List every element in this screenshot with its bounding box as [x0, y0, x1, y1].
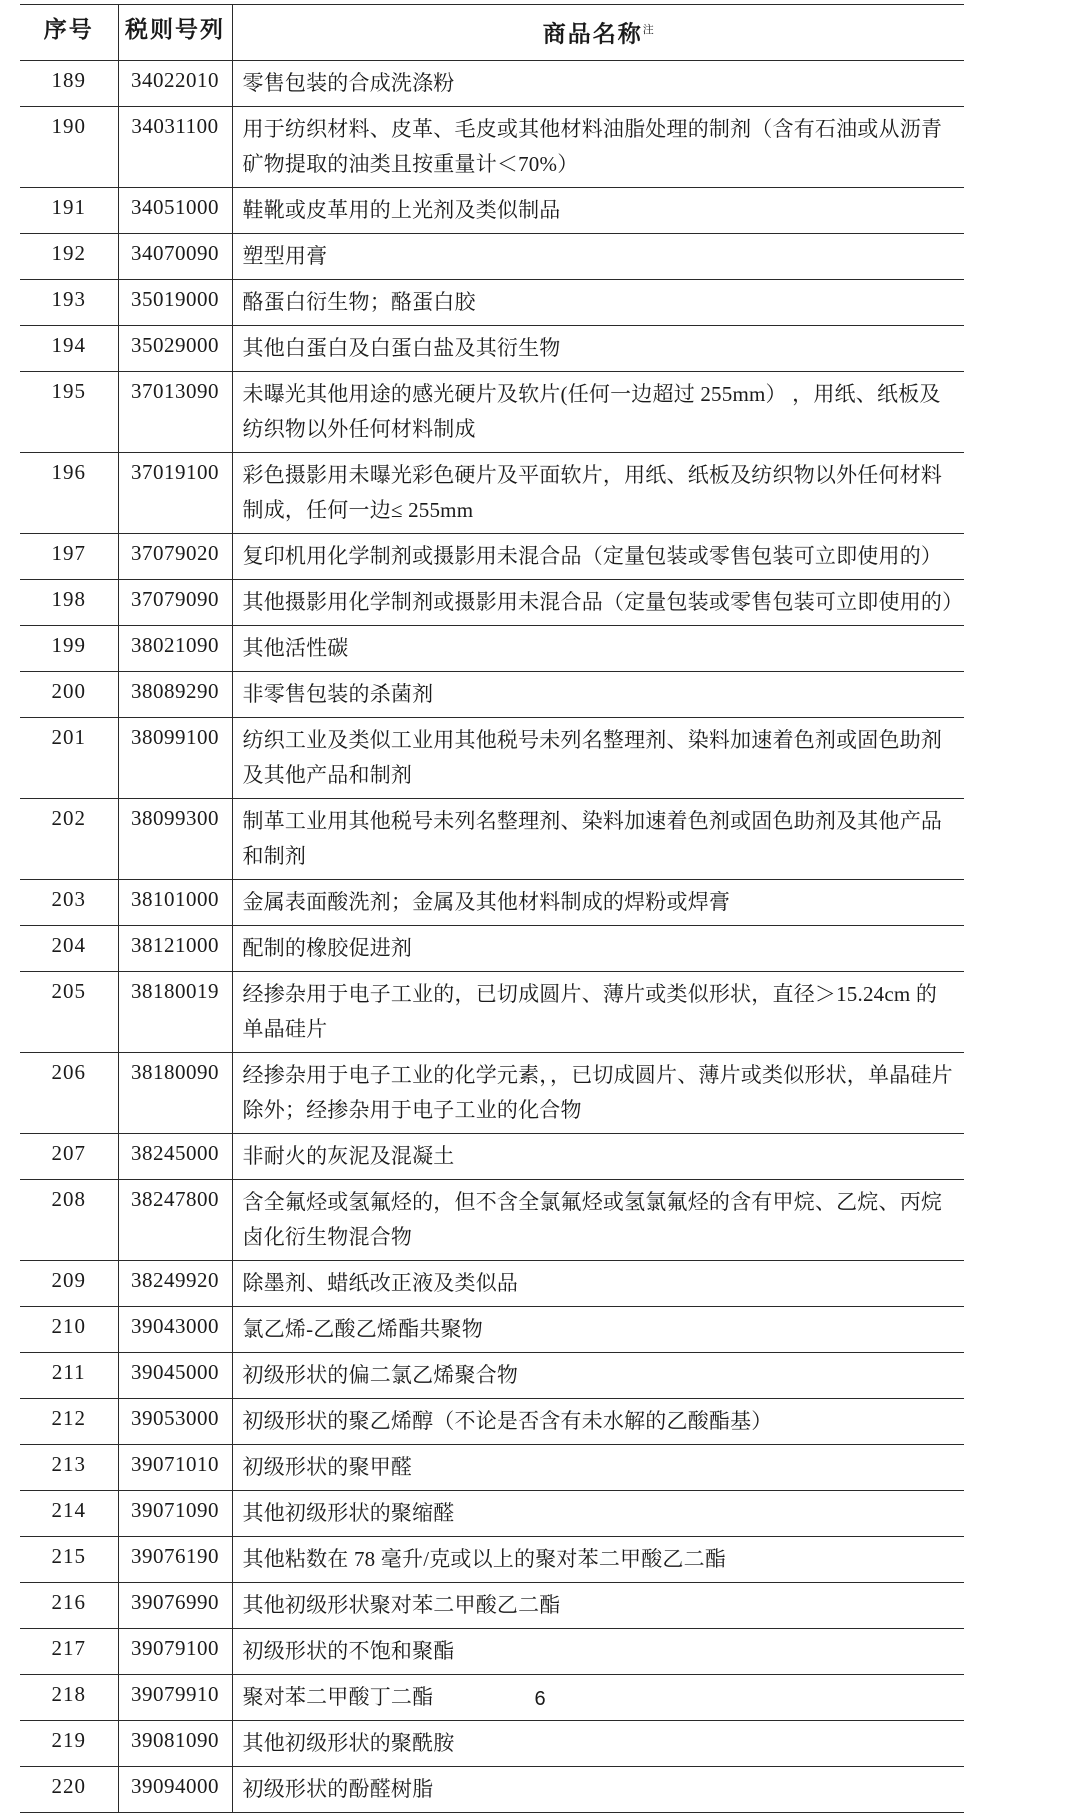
table-row [20, 579, 964, 625]
cell-tariff-code: 38249920 [118, 1260, 232, 1306]
cell-product-name: 未曝光其他用途的感光硬片及软片(任何一边超过 255mm） ，用纸、纸板及纺织物以外任何材料制成 [232, 371, 964, 452]
table-row [20, 233, 964, 279]
cell-product-name: 经掺杂用于电子工业的化学元素，，已切成圆片、薄片或类似形状，单晶硅片除外；经掺杂用于电子工业的化合物 [232, 1052, 964, 1133]
cell-sequence: 190 [20, 106, 118, 187]
cell-sequence: 200 [20, 671, 118, 717]
cell-product-name: 其他初级形状的聚酰胺 [232, 1720, 964, 1766]
table-row [20, 1720, 964, 1766]
cell-product-name: 其他初级形状的聚缩醛 [232, 1490, 964, 1536]
cell-sequence: 193 [20, 279, 118, 325]
cell-product-name: 初级形状的不饱和聚酯 [232, 1628, 964, 1674]
cell-product-name: 鞋靴或皮革用的上光剂及类似制品 [232, 187, 964, 233]
cell-tariff-code: 39053000 [118, 1398, 232, 1444]
cell-tariff-code: 39079100 [118, 1628, 232, 1674]
table-row [20, 1133, 964, 1179]
cell-product-name: 金属表面酸洗剂；金属及其他材料制成的焊粉或焊膏 [232, 879, 964, 925]
cell-product-name: 用于纺织材料、皮革、毛皮或其他材料油脂处理的制剂（含有石油或从沥青矿物提取的油类且按重量计＜70%） [232, 106, 964, 187]
table-row [20, 371, 964, 452]
cell-tariff-code: 39043000 [118, 1306, 232, 1352]
table-row [20, 879, 964, 925]
cell-tariff-code: 38099100 [118, 717, 232, 798]
cell-sequence: 211 [20, 1352, 118, 1398]
cell-sequence: 199 [20, 625, 118, 671]
cell-tariff-code: 35029000 [118, 325, 232, 371]
cell-product-name: 含全氟烃或氢氟烃的，但不含全氯氟烃或氢氯氟烃的含有甲烷、乙烷、丙烷卤化衍生物混合物 [232, 1179, 964, 1260]
cell-tariff-code: 35019000 [118, 279, 232, 325]
cell-sequence: 209 [20, 1260, 118, 1306]
cell-tariff-code: 38121000 [118, 925, 232, 971]
cell-tariff-code: 39076990 [118, 1582, 232, 1628]
cell-product-name: 除墨剂、蜡纸改正液及类似品 [232, 1260, 964, 1306]
cell-product-name: 复印机用化学制剂或摄影用未混合品（定量包装或零售包装可立即使用的） [232, 533, 964, 579]
table-row [20, 1352, 964, 1398]
cell-tariff-code: 39079910 [118, 1674, 232, 1720]
tariff-schedule-table [20, 4, 964, 1813]
cell-tariff-code: 34022010 [118, 60, 232, 106]
cell-sequence: 208 [20, 1179, 118, 1260]
table-row [20, 1444, 964, 1490]
cell-product-name: 非耐火的灰泥及混凝土 [232, 1133, 964, 1179]
cell-sequence: 203 [20, 879, 118, 925]
cell-tariff-code: 37079020 [118, 533, 232, 579]
cell-product-name: 氯乙烯-乙酸乙烯酯共聚物 [232, 1306, 964, 1352]
cell-tariff-code: 39076190 [118, 1536, 232, 1582]
cell-sequence: 213 [20, 1444, 118, 1490]
cell-product-name: 其他白蛋白及白蛋白盐及其衍生物 [232, 325, 964, 371]
cell-product-name: 初级形状的聚甲醛 [232, 1444, 964, 1490]
cell-tariff-code: 38101000 [118, 879, 232, 925]
table-row [20, 1766, 964, 1812]
cell-product-name: 其他摄影用化学制剂或摄影用未混合品（定量包装或零售包装可立即使用的） [232, 579, 964, 625]
column-header-sequence: 序号 [20, 5, 118, 61]
table-row [20, 452, 964, 533]
cell-sequence: 198 [20, 579, 118, 625]
footnote-marker: 注 [642, 24, 654, 36]
table-row [20, 798, 964, 879]
cell-sequence: 206 [20, 1052, 118, 1133]
cell-sequence: 219 [20, 1720, 118, 1766]
table-header [20, 5, 964, 61]
cell-product-name: 零售包装的合成洗涤粉 [232, 60, 964, 106]
cell-product-name: 初级形状的聚乙烯醇（不论是否含有未水解的乙酸酯基） [232, 1398, 964, 1444]
table-row [20, 1536, 964, 1582]
cell-product-name: 制革工业用其他税号未列名整理剂、染料加速着色剂或固色助剂及其他产品和制剂 [232, 798, 964, 879]
cell-tariff-code: 37019100 [118, 452, 232, 533]
table-row [20, 671, 964, 717]
cell-sequence: 204 [20, 925, 118, 971]
table-row [20, 106, 964, 187]
cell-tariff-code: 38245000 [118, 1133, 232, 1179]
cell-sequence: 220 [20, 1766, 118, 1812]
table-row [20, 717, 964, 798]
cell-product-name: 其他粘数在 78 毫升/克或以上的聚对苯二甲酸乙二酯 [232, 1536, 964, 1582]
cell-tariff-code: 39071090 [118, 1490, 232, 1536]
cell-sequence: 201 [20, 717, 118, 798]
table-row [20, 1628, 964, 1674]
cell-sequence: 212 [20, 1398, 118, 1444]
cell-sequence: 202 [20, 798, 118, 879]
cell-tariff-code: 39081090 [118, 1720, 232, 1766]
table-row [20, 325, 964, 371]
cell-sequence: 216 [20, 1582, 118, 1628]
cell-product-name: 纺织工业及类似工业用其他税号未列名整理剂、染料加速着色剂或固色助剂及其他产品和制剂 [232, 717, 964, 798]
table-row [20, 60, 964, 106]
cell-sequence: 191 [20, 187, 118, 233]
table-row [20, 971, 964, 1052]
cell-sequence: 192 [20, 233, 118, 279]
cell-tariff-code: 38180019 [118, 971, 232, 1052]
cell-product-name: 配制的橡胶促进剂 [232, 925, 964, 971]
cell-product-name: 其他活性碳 [232, 625, 964, 671]
page-number: 6 [534, 1688, 546, 1710]
cell-tariff-code: 37013090 [118, 371, 232, 452]
table-row [20, 279, 964, 325]
table-header-row [20, 5, 964, 61]
cell-product-name: 经掺杂用于电子工业的，已切成圆片、薄片或类似形状，直径＞15.24cm 的单晶硅片 [232, 971, 964, 1052]
cell-product-name: 初级形状的酚醛树脂 [232, 1766, 964, 1812]
cell-product-name: 初级形状的偏二氯乙烯聚合物 [232, 1352, 964, 1398]
cell-sequence: 196 [20, 452, 118, 533]
cell-tariff-code: 34031100 [118, 106, 232, 187]
table-row [20, 925, 964, 971]
table-row [20, 1052, 964, 1133]
cell-tariff-code: 34070090 [118, 233, 232, 279]
cell-tariff-code: 39045000 [118, 1352, 232, 1398]
cell-tariff-code: 34051000 [118, 187, 232, 233]
column-header-tariff-code: 税则号列 [118, 5, 232, 61]
column-header-product-name [232, 5, 964, 61]
table-row [20, 1179, 964, 1260]
cell-sequence: 194 [20, 325, 118, 371]
cell-product-name: 塑型用膏 [232, 233, 964, 279]
cell-sequence: 214 [20, 1490, 118, 1536]
cell-product-name: 其他初级形状聚对苯二甲酸乙二酯 [232, 1582, 964, 1628]
cell-sequence: 195 [20, 371, 118, 452]
table-body [20, 60, 964, 1812]
table-row [20, 533, 964, 579]
column-header-product-name-label: 商品名称 [542, 21, 643, 47]
cell-product-name: 非零售包装的杀菌剂 [232, 671, 964, 717]
table-row [20, 1582, 964, 1628]
cell-sequence: 218 [20, 1674, 118, 1720]
table-row [20, 1490, 964, 1536]
cell-sequence: 207 [20, 1133, 118, 1179]
cell-tariff-code: 38247800 [118, 1179, 232, 1260]
cell-sequence: 215 [20, 1536, 118, 1582]
cell-product-name: 聚对苯二甲酸丁二酯 [232, 1674, 964, 1720]
cell-sequence: 205 [20, 971, 118, 1052]
cell-sequence: 197 [20, 533, 118, 579]
cell-sequence: 210 [20, 1306, 118, 1352]
table-row [20, 1398, 964, 1444]
cell-tariff-code: 38099300 [118, 798, 232, 879]
table-row [20, 1306, 964, 1352]
table-row [20, 1260, 964, 1306]
cell-tariff-code: 38021090 [118, 625, 232, 671]
cell-sequence: 189 [20, 60, 118, 106]
cell-tariff-code: 38089290 [118, 671, 232, 717]
cell-product-name: 酪蛋白衍生物；酪蛋白胶 [232, 279, 964, 325]
table-row [20, 187, 964, 233]
cell-tariff-code: 39071010 [118, 1444, 232, 1490]
table-row [20, 625, 964, 671]
cell-tariff-code: 37079090 [118, 579, 232, 625]
cell-product-name: 彩色摄影用未曝光彩色硬片及平面软片，用纸、纸板及纺织物以外任何材料制成，任何一边≤ 255mm [232, 452, 964, 533]
cell-sequence: 217 [20, 1628, 118, 1674]
cell-tariff-code: 39094000 [118, 1766, 232, 1812]
cell-tariff-code: 38180090 [118, 1052, 232, 1133]
